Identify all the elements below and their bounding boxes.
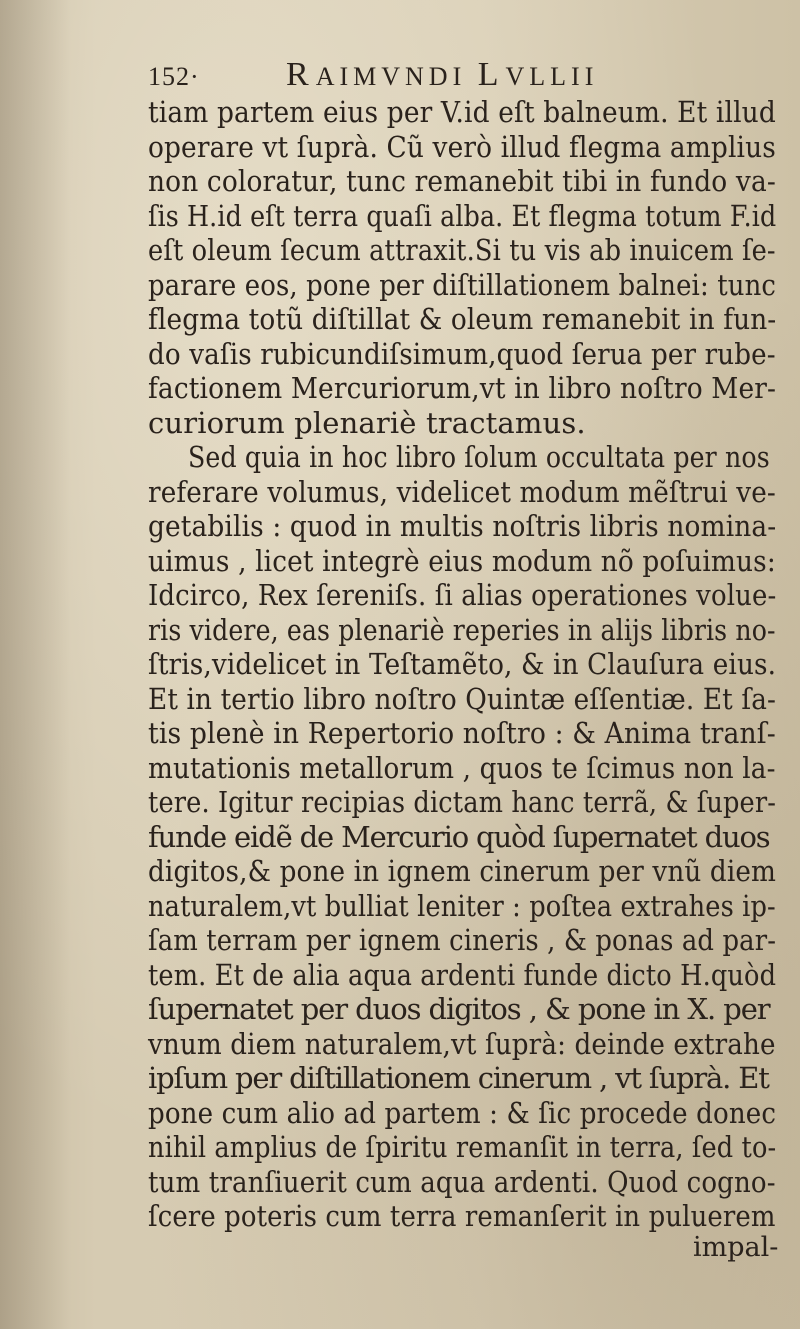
text-line: ſcere poteris cum terra remanſerit in puluerem — [148, 1199, 776, 1233]
text-line: vnum diem naturalem,vt ſuprà: deinde extrahe — [148, 1026, 776, 1061]
text-line: ipſum per diſtillationem cinerum , vt ſuprà. Et — [148, 1061, 769, 1095]
running-head-initial-2: L — [477, 56, 506, 93]
text-line: tis plenè in Repertorio noſtro : & Anima tranſ- — [148, 716, 776, 750]
text-line: non coloratur, tunc remanebit tibi in fundo va- — [148, 164, 776, 198]
text-line: ſam terram per ignem cineris , & ponas ad par- — [148, 923, 777, 957]
text-line: naturalem,vt bulliat leniter : poſtea extrahes ip- — [148, 888, 776, 923]
text-line: ſis H.id eſt terra quaſi alba. Et flegma totum F.id — [148, 198, 777, 233]
text-line: curiorum plenariè tractamus. — [148, 405, 586, 440]
text-line: parare eos, pone per diſtillationem balnei: tunc — [148, 267, 777, 302]
text-line: getabilis : quod in multis noſtris libris nomina- — [148, 509, 777, 543]
text-line: nihil amplius de ſpiritu remanſit in terra, ſed to- — [148, 1130, 777, 1164]
page-header — [148, 56, 668, 96]
gutter-shadow — [0, 0, 70, 1329]
text-line: operare vt ſuprà. Cũ verò illud flegma amplius — [148, 129, 776, 164]
text-line: tum tranſiuerit cum aqua ardenti. Quod cogno- — [148, 1164, 776, 1199]
text-line: digitos,& pone in ignem cinerum per vnũ diem — [148, 854, 777, 888]
text-line: flegma totũ diſtillat & oleum remanebit in fun- — [148, 302, 777, 336]
text-line: tiam partem eius per V.id eſt balneum. Et illud — [148, 95, 776, 129]
text-line: tem. Et de alia aqua ardenti funde dicto H.quòd — [148, 957, 777, 992]
text-line: tere. Igitur recipias dictam hanc terrã, & ſuper- — [148, 785, 777, 819]
running-head-smallcaps-2: VLLII — [505, 62, 599, 91]
body-text — [148, 95, 788, 1234]
text-line: Et in tertio libro noſtro Quintæ eſſentiæ. Et ſa- — [148, 681, 777, 716]
text-line: ris videre, eas plenariè reperies in alijs libris no- — [148, 612, 776, 647]
text-line: ſtris,videlicet in Teſtamẽto, & in Clauſura eius. — [148, 647, 777, 681]
text-line: ſupernatet per duos digitos , & pone in X. per — [148, 992, 770, 1026]
text-line: funde eidẽ de Mercurio quòd ſupernatet duos — [148, 819, 770, 854]
text-line: Idcirco, Rex ſereniſs. ſi alias operationes volue- — [148, 578, 777, 612]
text-line: mutationis metallorum , quos te ſcimus non la- — [148, 750, 776, 785]
text-line: uimus , licet integrè eius modum nõ poſuimus: — [148, 543, 776, 578]
page-number: 152· — [148, 62, 200, 91]
running-head — [286, 56, 598, 94]
catchword: impal- — [693, 1232, 779, 1263]
text-line: do vaſis rubicundiſsimum,quod ſerua per rube- — [148, 336, 776, 371]
text-line: pone cum alio ad partem : & ſic procede donec — [148, 1095, 777, 1130]
running-head-smallcaps-1: AIMVNDI — [315, 62, 478, 91]
running-head-initial-1: R — [286, 56, 316, 93]
text-line: eſt oleum ſecum attraxit.Si tu vis ab inuicem ſe- — [148, 233, 776, 267]
text-line: factionem Mercuriorum,vt in libro noſtro Mer- — [148, 371, 777, 405]
text-line: referare volumus, videlicet modum mẽſtrui ve- — [148, 474, 776, 509]
paragraph-start-line: Sed quia in hoc libro ſolum occultata per nos — [188, 440, 770, 474]
